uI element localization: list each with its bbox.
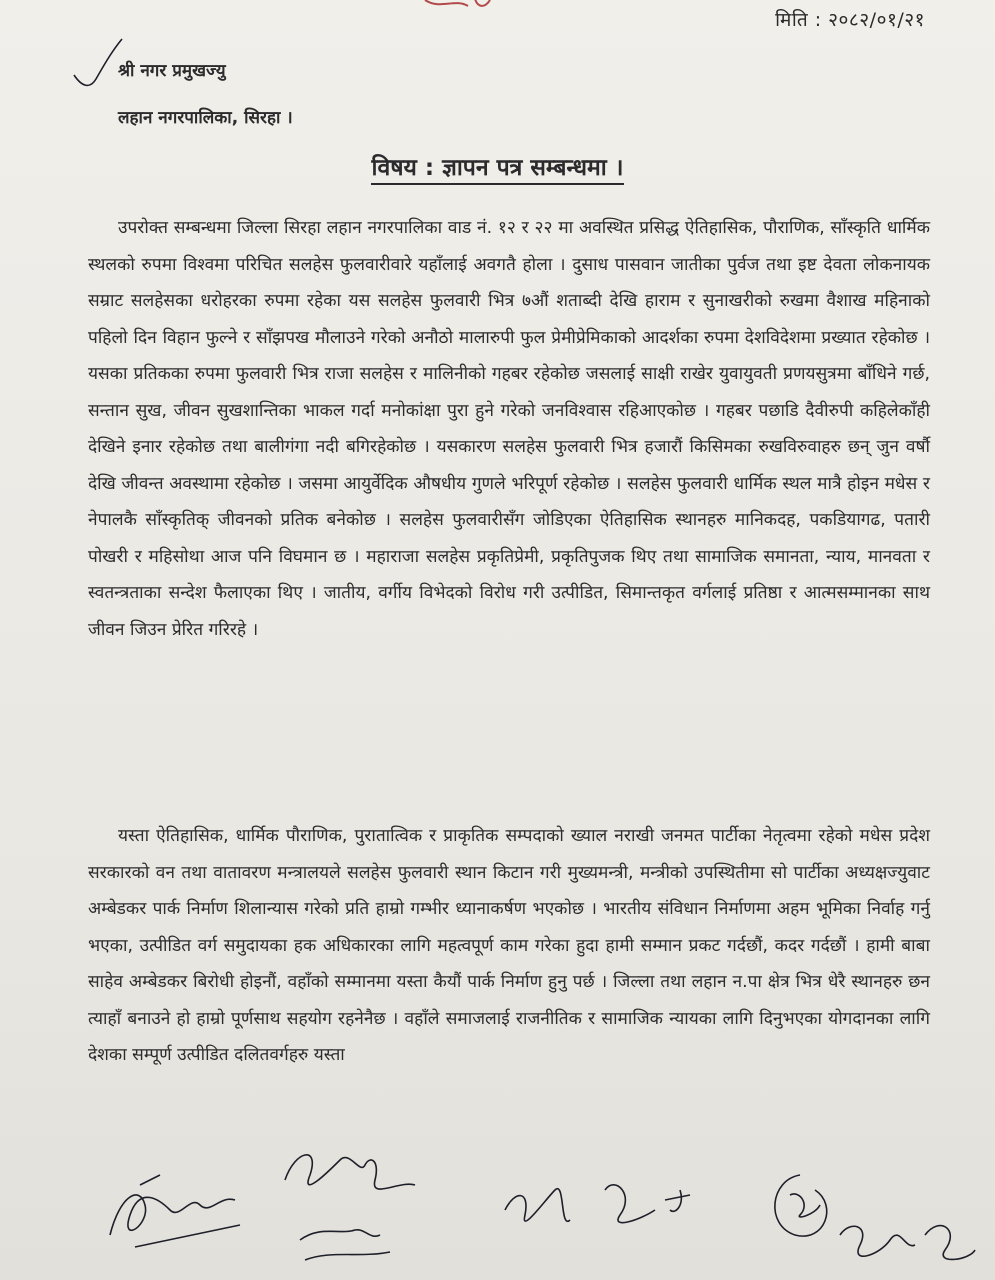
body-paragraph-1: उपरोक्त सम्बन्धमा जिल्ला सिरहा लहान नगरपालिका वाड नं. १२ र २२ मा अवस्थित प्रसिद्ध ऐतिहासिक, पौराणिक, साँस्कृति धार्मिक स्थलको रुपमा विश्वमा परिचित सलहेस फुलवारीवारे यहाँलाई अवगतै होला । दुसाध पासवान जातीका पुर्वज तथा इष्ट देवता लोकनायक सम्राट सलहेसका धरोहरका रुपमा रहेका यस सलहेस फुलवारी भित्र ७औं शताब्दी देखि हाराम र सुनाखरीको रुखमा वैशाख महिनाको पहिलो दिन विहान फुल्ने र साँझपख मौलाउने गरेको अनौठो मालारुपी फुल प्रेमीप्रेमिकाको आदर्शका रुपमा देशविदेशमा प्रख्यात रहेकोछ । यसका प्रतिकका रुपमा फुलवारी भित्र राजा सलहेस र मालिनीको गहबर रहेकोछ जसलाई साक्षी राखेर युवायुवती प्रणयसुत्रमा बाँधिने गर्छ, सन्तान सुख, जीवन सुखशान्तिका भाकल गर्दा मनोकांक्षा पुरा हुने गरेको जनविश्वास रहिआएकोछ । गहबर पछाडि दैवीरुपी कहिलेकाँही देखिने इनार रहेकोछ तथा बालीगंगा नदी बगिरहेकोछ । यसकारण सलहेस फुलवारी भित्र हजारौं किसिमका रुखविरुवाहरु छन् जुन वर्षौ देखि जीवन्त अवस्थामा रहेकोछ । जसमा आयुर्वेदिक औषधीय गुणले भरिपूर्ण रहेकोछ । सलहेस फुलवारी धार्मिक स्थल मात्रै होइन मधेस र नेपालकै साँस्कृतिक् जीवनको प्रतिक बनेकोछ । सलहेस फुलवारीसँग जोडिएका ऐतिहासिक स्थानहरु मानिकदह, पकडियागढ, पतारी पोखरी र महिसोथा आज पनि विघमान छ । महाराजा सलहेस प्रकृतिप्रेमी, प्रकृतिपुजक थिए तथा सामाजिक समानता, न्याय, मानवता र स्वतन्त्रताका सन्देश फैलाएका थिए । जातीय, वर्गीय विभेदको विरोध गरी उत्पीडित, सिमान्तकृत वर्गलाई प्रतिष्ठा र आत्मसम्मानका साथ जीवन जिउन प्रेरित गरिरहे । [88,218,930,640]
recipient-address: लहान नगरपालिका, सिरहा । [118,108,293,128]
signature-3 [495,1160,695,1260]
signature-area [0,1140,995,1280]
signature-2 [270,1140,430,1275]
body-paragraph-2: यस्ता ऐतिहासिक, धार्मिक पौराणिक, पुरातात्विक र प्राकृतिक सम्पदाको ख्याल नराखी जनमत पार्टीका नेतृत्वमा रहेको मधेस प्रदेश सरकारको वन तथा वातावरण मन्त्रालयले सलहेस फुलवारी स्थान किटान गरी मुख्यमन्त्री, मन्त्रीको उपस्थितीमा सो पार्टीका अध्यक्षज्युवाट अम्बेडकर पार्क निर्माण शिलान्यास गरेको प्रति हाम्रो गम्भीर ध्यानाकर्षण भएकोछ । भारतीय संविधान निर्माणमा अहम भूमिका निर्वाह गर्नु भएका, उत्पीडित वर्ग समुदायका हक अधिकारका लागि महत्वपूर्ण काम गरेका हुदा हामी सम्मान प्रकट गर्दछौं, कदर गर्दछौं । हामी बाबा साहेव अम्बेडकर बिरोधी होइनौं, वहाँको सम्मानमा यस्ता कैयौं पार्क निर्माण हुनु पर्छ । जिल्ला तथा लहान न.पा क्षेत्र भित्र धेरै स्थानहरु छन त्याहाँ बनाउने हो हाम्रो पूर्णसाथ सहयोग रहनेनैछ । वहाँले समाजलाई राजनीतिक र सामाजिक न्यायका लागि दिनुभएका योगदानका लागि देशका सम्पूर्ण उत्पीडित दलितवर्गहरु यस्ता [88,826,930,1065]
pen-mark-top [420,0,500,16]
letter-date: मिति : २०८२/०१/२१ [775,9,925,31]
signature-5 [830,1195,980,1280]
signature-1 [100,1165,250,1255]
subject-text: विषय : ज्ञापन पत्र सम्बन्धमा । [371,155,623,185]
subject-heading [0,150,995,182]
recipient-title: श्री नगर प्रमुखज्यु [118,61,226,81]
signature-4 [760,1165,840,1245]
